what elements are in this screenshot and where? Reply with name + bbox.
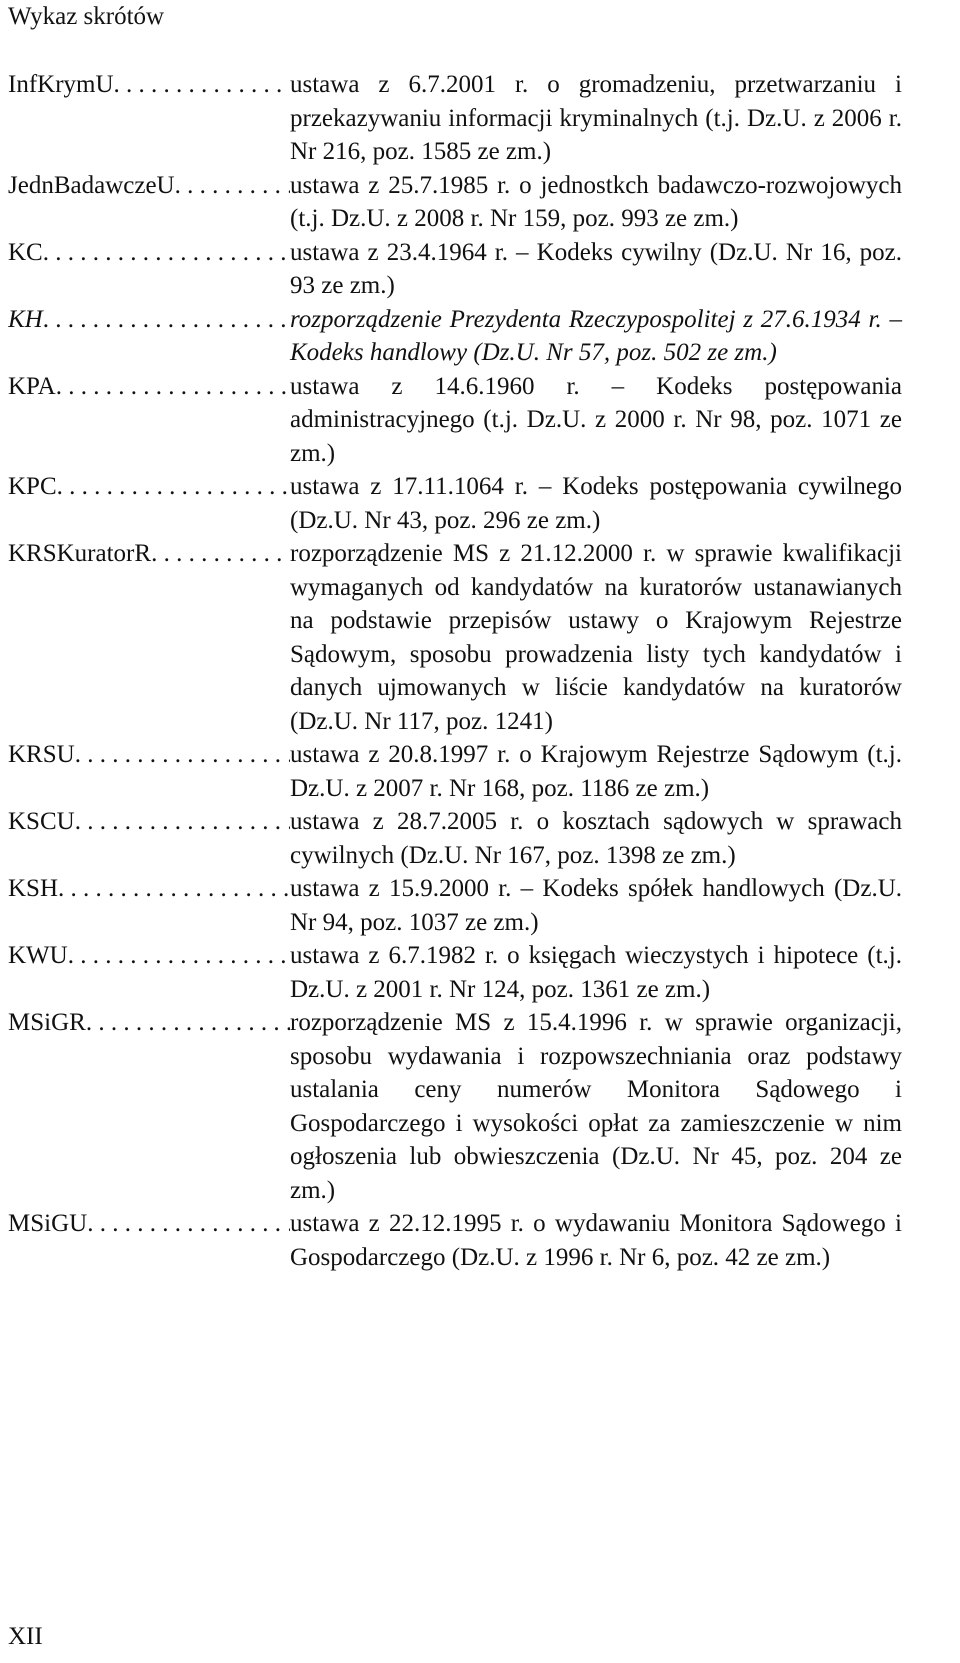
dot-leader — [175, 169, 290, 203]
abbreviation-description: ustawa z 20.8.1997 r. o Krajowym Rejestrze Sądowym (t.j. Dz.U. z 2007 r. Nr 168, poz. 1186 ze zm.) — [290, 741, 902, 802]
dot-leader — [114, 68, 290, 102]
page-number: XII — [8, 1623, 43, 1650]
abbreviation-description: rozporządzenie Prezydenta Rzeczypospolitej z 27.6.1934 r. – Kodeks handlowy (Dz.U. Nr 57, poz. 502 ze zm.) — [290, 305, 902, 366]
abbreviation-entry-kpa — [8, 370, 902, 471]
abbreviation-term-cell — [8, 805, 290, 839]
abbreviation-term-cell — [8, 370, 290, 404]
abbreviation-description: rozporządzenie MS z 15.4.1996 r. w sprawie organizacji, sposobu wydawania i rozpowszechniania oraz podstawy ustalania ceny numerów Monitora Sądowego i Gospodarczego i wysokości opłat za zamieszczenie w nim ogłoszenia lub obwieszczenia (Dz.U. Nr 45, poz. 204 ze zm.) — [290, 1009, 902, 1204]
abbreviation-description: ustawa z 6.7.1982 r. o księgach wieczystych i hipotece (t.j. Dz.U. z 2001 r. Nr 124, poz. 1361 ze zm.) — [290, 942, 902, 1003]
abbreviation-description: ustawa z 14.6.1960 r. – Kodeks postępowania administracyjnego (t.j. Dz.U. z 2000 r. Nr 98, poz. 1071 ze zm.) — [290, 372, 902, 467]
dot-leader — [151, 537, 290, 571]
abbreviation-entry-kpc — [8, 470, 902, 537]
abbreviation-entry-kscu — [8, 805, 902, 872]
abbreviation-term: KWU — [8, 942, 68, 969]
abbreviation-term: KC — [8, 238, 43, 266]
abbreviation-term: KPA — [8, 372, 56, 400]
abbreviation-entry-msigr — [8, 1006, 902, 1207]
page-title: Wykaz skrótów — [8, 3, 165, 30]
abbreviation-term: KPC — [8, 473, 57, 500]
abbreviation-description: ustawa z 22.12.1995 r. o wydawaniu Monitora Sądowego i Gospodarczego (Dz.U. z 1996 r. Nr 6, poz. 42 ze zm.) — [290, 1210, 902, 1271]
abbreviation-description: ustawa z 23.4.1964 r. – Kodeks cywilny (Dz.U. Nr 16, poz. 93 ze zm.) — [290, 238, 902, 299]
abbreviation-entry-msigu — [8, 1207, 902, 1274]
abbreviation-term-cell — [8, 1207, 290, 1241]
abbreviation-entry-kc — [8, 236, 902, 303]
abbreviation-term: JednBadawczeU — [8, 171, 175, 199]
dot-leader — [43, 303, 290, 337]
abbreviation-entry-kwu — [8, 939, 902, 1006]
abbreviation-description: ustawa z 25.7.1985 r. o jednostkch badawczo-rozwojowych (t.j. Dz.U. z 2008 r. Nr 159, poz. 993 ze zm.) — [290, 171, 902, 232]
abbreviation-term-cell — [8, 738, 290, 772]
abbreviation-term: MSiGR — [8, 1009, 86, 1036]
abbreviation-term: KRSU — [8, 741, 75, 768]
abbreviation-entry-krsu — [8, 738, 902, 805]
abbreviation-description: rozporządzenie MS z 21.12.2000 r. w sprawie kwalifikacji wymaganych od kandydatów na kuratorów ustanawianych na podstawie przepisów ustawy o Krajowym Rejestrze Sądowym, sposobu prowadzenia listy tych kandydatów i danych ujmowanych w liście kandydatów na kuratorów (Dz.U. Nr 117, poz. 1241) — [290, 540, 902, 735]
dot-leader — [86, 1006, 290, 1040]
abbreviation-description: ustawa z 28.7.2005 r. o kosztach sądowych w sprawach cywilnych (Dz.U. Nr 167, poz. 1398 ze zm.) — [290, 808, 902, 869]
abbreviation-term-cell — [8, 872, 290, 906]
abbreviation-term-cell — [8, 470, 290, 504]
abbreviation-term: KSCU — [8, 808, 75, 835]
abbreviation-description: ustawa z 6.7.2001 r. o gromadzeniu, przetwarzaniu i przekazywaniu informacji kryminalnych (t.j. Dz.U. z 2006 r. Nr 216, poz. 1585 ze zm.) — [290, 71, 902, 165]
abbreviation-term-cell — [8, 537, 290, 571]
abbreviation-entry-krskuratorr — [8, 537, 902, 738]
abbreviation-term-cell — [8, 1006, 290, 1040]
dot-leader — [58, 872, 290, 906]
abbreviation-entry-infkrymu — [8, 68, 902, 169]
abbreviation-term-cell — [8, 169, 290, 203]
abbreviation-description: ustawa z 17.11.1064 r. – Kodeks postępowania cywilnego (Dz.U. Nr 43, poz. 296 ze zm.) — [290, 473, 902, 534]
dot-leader — [75, 805, 290, 839]
dot-leader — [87, 1207, 290, 1241]
abbreviation-term: MSiGU — [8, 1210, 88, 1237]
abbreviation-term: KH — [8, 305, 43, 333]
abbreviation-entry-kh — [8, 303, 902, 370]
abbreviation-list — [8, 68, 902, 1274]
dot-leader — [57, 470, 290, 504]
dot-leader — [43, 236, 290, 270]
abbreviation-term: KRSKuratorR — [8, 540, 152, 567]
abbreviation-term: KSH — [8, 875, 59, 902]
abbreviation-entry-jednbadawczeu — [8, 169, 902, 236]
abbreviation-entry-ksh — [8, 872, 902, 939]
abbreviation-description: ustawa z 15.9.2000 r. – Kodeks spółek handlowych (Dz.U. Nr 94, poz. 1037 ze zm.) — [290, 875, 902, 936]
abbreviation-term-cell — [8, 939, 290, 973]
abbreviation-term-cell — [8, 68, 290, 102]
dot-leader — [68, 939, 290, 973]
dot-leader — [75, 738, 290, 772]
dot-leader — [56, 370, 290, 404]
abbreviation-term: InfKrymU — [8, 71, 114, 98]
abbreviation-term-cell — [8, 236, 290, 270]
abbreviation-term-cell — [8, 303, 290, 337]
